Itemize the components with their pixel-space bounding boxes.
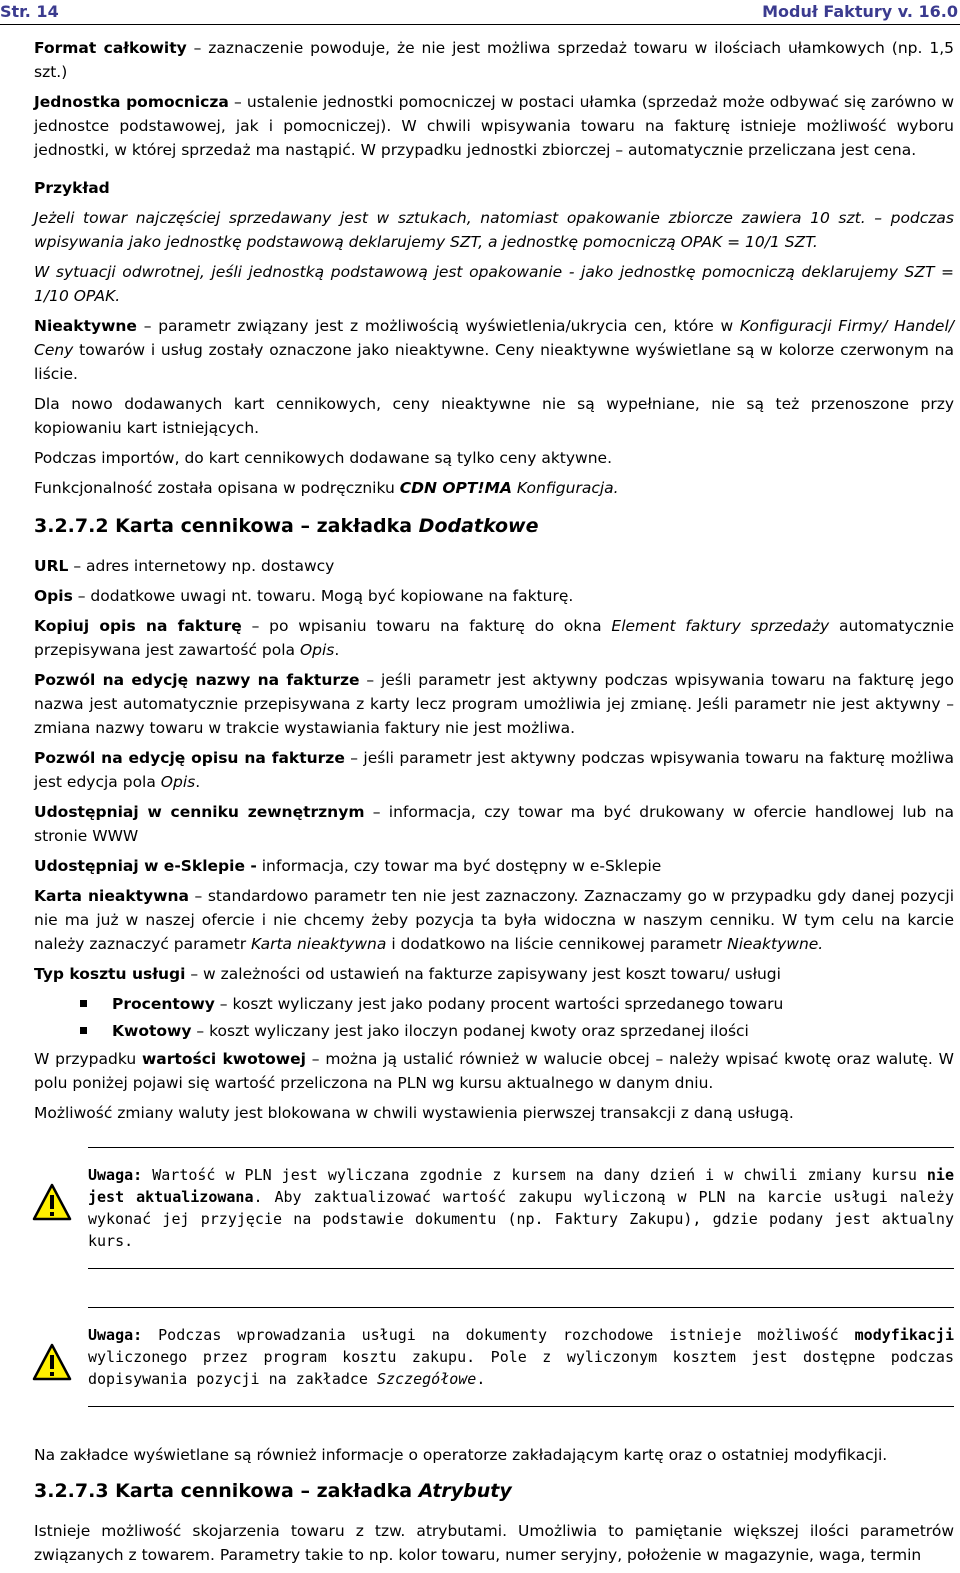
warning-icon: [32, 1343, 72, 1383]
paragraph-karta-nieaktywna: Karta nieaktywna – standardowo parametr ten nie jest zaznaczony. Zaznaczamy go w przypadku gdy danej pozycji nie ma już w naszej ofercie i nie chcemy żeby pozycja ta była widoczna w naszym cenniku. W tym celu na karcie należy zaznaczyć parametr Karta nieaktywna i dodatkowo na liście cennikowej parametr Nieaktywne.: [34, 887, 954, 953]
section-heading-atrybuty: 3.2.7.3 Karta cennikowa – zakładka Atrybuty: [34, 1480, 512, 1502]
bullet-square-icon: [80, 1000, 87, 1007]
document-body: [34, 36, 954, 1573]
list-item: Procentowy – koszt wyliczany jest jako podany procent wartości sprzedanego towaru: [34, 992, 954, 1016]
header-divider: [0, 24, 960, 25]
paragraph-podrecznik: Funkcjonalność została opisana w podręczniku CDN OPT!MA Konfiguracja.: [34, 479, 619, 497]
section-heading-dodatkowe: 3.2.7.2 Karta cennikowa – zakładka Dodatkowe: [34, 515, 539, 537]
warning-text-box: Uwaga: Podczas wprowadzania usługi na dokumenty rozchodowe istnieje możliwość modyfikacji wyliczonego przez program kosztu zakupu. Pole z wyliczonym kosztem jest dostępne podczas dopisywania pozycji na zakładce Szczegółowe.: [88, 1307, 954, 1407]
paragraph-pozwol-nazwa: Pozwól na edycję nazwy na fakturze – jeśli parametr jest aktywny podczas wpisywania towaru na fakturę jego nazwa jest automatycznie przepisywana z karty lecz program umożliwia jej zmianę. Jeśli parametr nie jest aktywny – zmiana nazwy towaru w trakcie wystawiania faktury nie jest możliwa.: [34, 671, 955, 737]
page-header: [0, 0, 960, 26]
paragraph-zmiana-waluty: Możliwość zmiany waluty jest blokowana w chwili wystawienia pierwszej transakcji z daną usługą.: [34, 1104, 794, 1122]
paragraph-url: URL – adres internetowy np. dostawcy: [34, 557, 335, 575]
paragraph-wartosc-kwotowa: W przypadku wartości kwotowej – można ją ustalić również w walucie obcej – należy wpisać kwotę oraz walutę. W polu poniżej pojawi się wartość przeliczona na PLN wg kursu aktualnego w danym dniu.: [34, 1050, 954, 1092]
paragraph-nowe-karty: Dla nowo dodawanych kart cennikowych, ceny nieaktywne nie są wypełniane, nie są też przenoszone przy kopiowaniu kart istniejących.: [34, 395, 954, 437]
paragraph-nieaktywne: Nieaktywne – parametr związany jest z możliwością wyświetlenia/ukrycia cen, które w Konfiguracji Firmy/ Handel/ Ceny towarów i usług zostały oznaczone jako nieaktywne. Ceny nieaktywne wyświetlane są w kolorze czerwonym na liście.: [34, 317, 954, 383]
module-title: Moduł Faktury v. 16.0: [762, 2, 958, 21]
paragraph-operator: Na zakładce wyświetlane są również informacje o operatorze zakładającym kartę oraz o ostatniej modyfikacji.: [34, 1446, 888, 1464]
paragraph-atrybuty: Istnieje możliwość skojarzenia towaru z tzw. atrybutami. Umożliwia to pamiętanie większej ilości parametrów związanych z towarem. Parametry takie to np. kolor towaru, numer seryjny, położenie w magazynie, waga, termin: [34, 1522, 954, 1564]
paragraph-udostepniaj-cennik: Udostępniaj w cenniku zewnętrznym – informacja, czy towar ma być drukowany w ofercie handlowej lub na stronie WWW: [34, 803, 954, 845]
paragraph-kopiuj-opis: Kopiuj opis na fakturę – po wpisaniu towaru na fakturę do okna Element faktury sprzedaży automatycznie przepisywana jest zawartość pola Opis.: [34, 617, 954, 659]
cost-type-list: [34, 992, 954, 1043]
paragraph-importy: Podczas importów, do kart cennikowych dodawane są tylko ceny aktywne.: [34, 449, 613, 467]
page-number: Str. 14: [0, 2, 59, 21]
example-line-1: Jeżeli towar najczęściej sprzedawany jest w sztukach, natomiast opakowanie zbiorcze zawiera 10 szt. – podczas wpisywania jako jednostkę podstawową deklarujemy SZT, a jednostkę pomocniczą OPAK = 10/1 SZT.: [34, 209, 954, 251]
paragraph-typ-kosztu: Typ kosztu usługi – w zależności od ustawień na fakturze zapisywany jest koszt towaru/ usługi: [34, 965, 781, 983]
paragraph-format-calkowity: Format całkowity – zaznaczenie powoduje, że nie jest możliwa sprzedaż towaru w ilościach ułamkowych (np. 1,5 szt.): [34, 39, 954, 81]
list-item: Kwotowy – koszt wyliczany jest jako iloczyn podanej kwoty oraz sprzedanej ilości: [34, 1019, 954, 1043]
paragraph-opis: Opis – dodatkowe uwagi nt. towaru. Mogą być kopiowane na fakturę.: [34, 587, 574, 605]
paragraph-jednostka-pomocnicza: Jednostka pomocnicza – ustalenie jednostki pomocniczej w postaci ułamka (sprzedaż może odbywać się zarówno w jednostce podstawowej, jak i pomocniczej). W chwili wpisywania towaru na fakturę istnieje możliwość wyboru jednostki, w której sprzedaż ma nastąpić. W przypadku jednostki zbiorczej – automatycznie przeliczana jest cena.: [34, 93, 955, 159]
bullet-square-icon: [80, 1027, 87, 1034]
paragraph-udostepniaj-esklep: Udostępniaj w e-Sklepie - informacja, czy towar ma być dostępny w e-Sklepie: [34, 857, 662, 875]
warning-text-box: Uwaga: Wartość w PLN jest wyliczana zgodnie z kursem na dany dzień i w chwili zmiany kursu nie jest aktualizowana. Aby zaktualizować wartość zakupu wyliczoną w PLN na karcie usługi należy wykonać jej przyjęcie na podstawie dokumentu (np. Faktury Zakupu), gdzie podany jest aktualny kurs.: [88, 1147, 954, 1269]
warning-note-kurs: [34, 1147, 954, 1269]
example-heading: Przykład: [34, 179, 110, 197]
example-line-2: W sytuacji odwrotnej, jeśli jednostką podstawową jest opakowanie - jako jednostkę pomocniczą deklarujemy SZT = 1/10 OPAK.: [34, 263, 954, 305]
warning-icon: [32, 1183, 72, 1223]
paragraph-pozwol-opis: Pozwól na edycję opisu na fakturze – jeśli parametr jest aktywny podczas wpisywania towaru na fakturę możliwa jest edycja pola Opis.: [34, 749, 954, 791]
warning-note-modyfikacja: [34, 1307, 954, 1407]
